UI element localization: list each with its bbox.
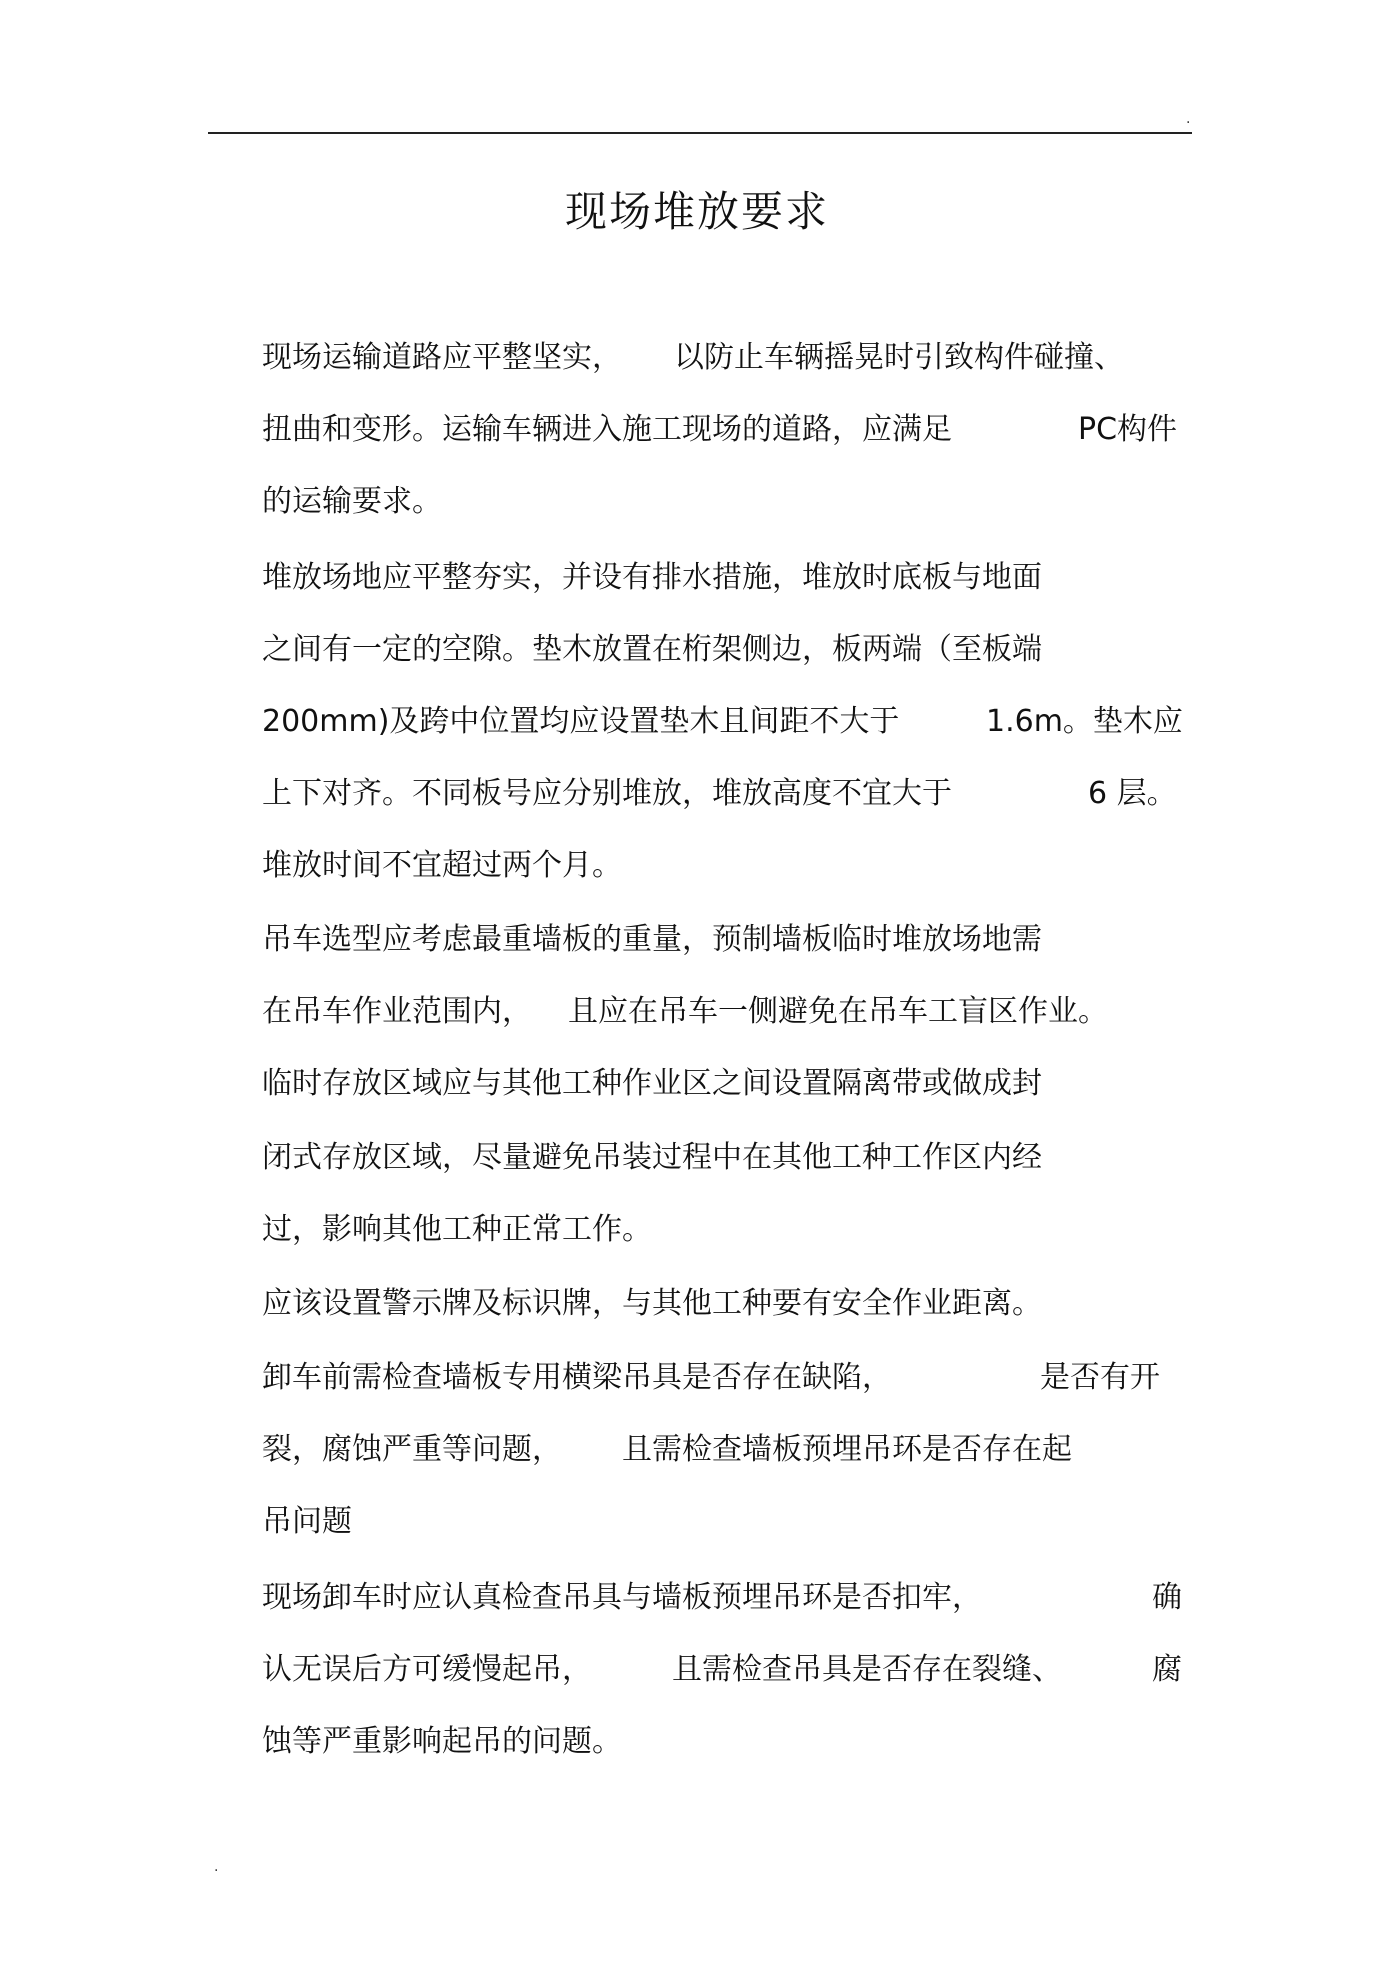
text-segment: 以防止车辆摇晃时引致构件碰撞、 xyxy=(674,340,1124,375)
text-segment: 闭式存放区域，尽量避免吊装过程中在其他工种工作区内经 xyxy=(262,1140,1042,1175)
text-segment: 应该设置警示牌及标识牌，与其他工种要有安全作业距离。 xyxy=(262,1286,1042,1321)
text-segment: 且需检查吊具是否存在裂缝、 xyxy=(672,1652,1062,1687)
text-line xyxy=(262,1280,1042,1328)
text-segment: 且需检查墙板预埋吊环是否存在起 xyxy=(622,1432,1072,1467)
page-mark-bottom: . xyxy=(214,1859,219,1875)
text-segment: 上下对齐。不同板号应分别堆放，堆放高度不宜大于 xyxy=(262,776,952,811)
text-segment: 现场卸车时应认真检查吊具与墙板预埋吊环是否扣牢， xyxy=(262,1580,982,1615)
text-line xyxy=(262,334,1124,382)
text-segment: 吊车选型应考虑最重墙板的重量，预制墙板临时堆放场地需 xyxy=(262,922,1042,957)
text-segment: 扭曲和变形。运输车辆进入施工现场的道路，应满足 xyxy=(262,412,952,447)
text-segment: PC构件 xyxy=(1078,412,1178,447)
text-segment: 在吊车作业范围内， xyxy=(262,994,532,1029)
text-line xyxy=(262,1354,1160,1402)
text-segment: 临时存放区域应与其他工种作业区之间设置隔离带或做成封 xyxy=(262,1066,1042,1101)
text-segment: 认无误后方可缓慢起吊， xyxy=(262,1652,592,1687)
header-rule xyxy=(208,132,1192,134)
text-line xyxy=(262,554,1042,602)
text-line xyxy=(262,1134,1042,1182)
text-segment: 过，影响其他工种正常工作。 xyxy=(262,1212,652,1247)
text-segment: 确 xyxy=(1152,1580,1182,1615)
text-segment: 现场运输道路应平整坚实， xyxy=(262,340,622,375)
text-segment: 6 层。 xyxy=(1088,776,1177,811)
text-line xyxy=(262,1206,652,1254)
page-title: 现场堆放要求 xyxy=(564,187,829,236)
text-segment: 堆放场地应平整夯实，并设有排水措施，堆放时底板与地面 xyxy=(262,560,1042,595)
text-segment: 裂，腐蚀严重等问题， xyxy=(262,1432,562,1467)
text-line xyxy=(262,1498,352,1546)
text-segment: 的运输要求。 xyxy=(262,484,442,519)
text-segment: 之间有一定的空隙。垫木放置在桁架侧边，板两端（至板端 xyxy=(262,632,1042,667)
text-line xyxy=(262,1646,1182,1694)
page-mark-top: . xyxy=(1186,111,1191,127)
text-line xyxy=(262,1060,1042,1108)
text-line xyxy=(262,478,442,526)
text-line xyxy=(262,406,1178,454)
text-segment: 是否有开 xyxy=(1040,1360,1160,1395)
text-line xyxy=(262,1718,622,1766)
text-line xyxy=(262,626,1042,674)
text-segment: 200mm)及跨中位置均应设置垫木且间距不大于 xyxy=(262,704,900,739)
text-line xyxy=(262,698,1183,746)
text-line xyxy=(262,916,1042,964)
text-segment: 卸车前需检查墙板专用横梁吊具是否存在缺陷， xyxy=(262,1360,892,1395)
text-segment: 吊问题 xyxy=(262,1504,352,1539)
text-line xyxy=(262,1574,1182,1622)
text-line xyxy=(262,1426,1072,1474)
text-line xyxy=(262,988,1108,1036)
text-line xyxy=(262,842,622,890)
text-segment: 堆放时间不宜超过两个月。 xyxy=(262,848,622,883)
text-segment: 蚀等严重影响起吊的问题。 xyxy=(262,1724,622,1759)
text-segment: 且应在吊车一侧避免在吊车工盲区作业。 xyxy=(568,994,1108,1029)
text-line xyxy=(262,770,1177,818)
text-segment: 1.6m。垫木应 xyxy=(986,704,1183,739)
text-segment: 腐 xyxy=(1152,1652,1182,1687)
